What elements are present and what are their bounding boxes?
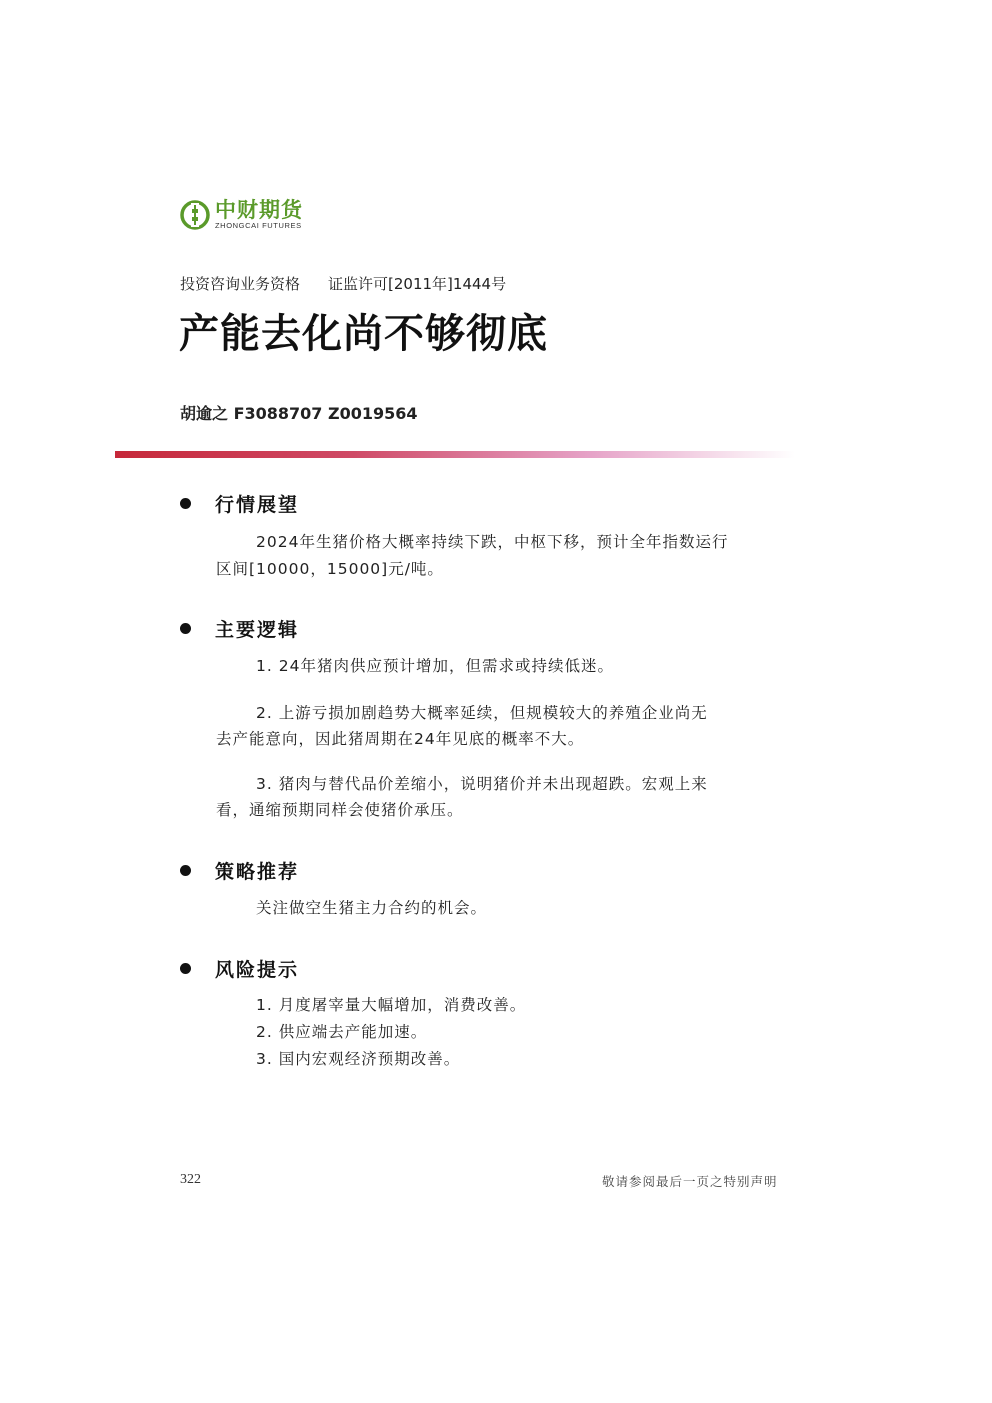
logic-item-2-line1: 2. 上游亏损加剧趋势大概率延续，但规模较大的养殖企业尚无 bbox=[256, 704, 708, 722]
section-title: 主要逻辑 bbox=[215, 618, 300, 641]
section-strategy bbox=[180, 856, 299, 884]
author-line: 胡逾之 F3088707 Z0019564 bbox=[180, 404, 418, 423]
logo-name-cn: 中财期货 bbox=[215, 198, 303, 222]
logo-name-en: ZHONGCAI FUTURES bbox=[215, 221, 302, 230]
report-title: 产能去化尚不够彻底 bbox=[179, 311, 548, 357]
license-number: 证监许可[2011年]1444号 bbox=[328, 275, 507, 293]
outlook-paragraph-line1: 2024年生猪价格大概率持续下跌，中枢下移，预计全年指数运行 bbox=[256, 533, 729, 551]
logic-item-3-line1: 3. 猪肉与替代品价差缩小，说明猪价并未出现超跌。宏观上来 bbox=[256, 775, 708, 793]
page-number: 322 bbox=[180, 1172, 201, 1187]
qualification-label: 投资咨询业务资格 bbox=[180, 275, 301, 293]
zhongcai-logo-icon bbox=[180, 200, 210, 230]
bullet-icon bbox=[180, 963, 191, 974]
risk-item-1: 1. 月度屠宰量大幅增加，消费改善。 bbox=[256, 996, 527, 1014]
section-outlook bbox=[180, 489, 299, 517]
section-title: 行情展望 bbox=[215, 493, 300, 516]
section-title: 策略推荐 bbox=[215, 860, 300, 883]
bullet-icon bbox=[180, 865, 191, 876]
outlook-paragraph-line2: 区间[10000，15000]元/吨。 bbox=[216, 560, 444, 578]
risk-item-3: 3. 国内宏观经济预期改善。 bbox=[256, 1050, 461, 1068]
logic-item-3-line2: 看，通缩预期同样会使猪价承压。 bbox=[216, 801, 464, 819]
bullet-icon bbox=[180, 623, 191, 634]
gradient-divider bbox=[115, 451, 795, 458]
disclaimer-note: 敬请参阅最后一页之特别声明 bbox=[602, 1174, 778, 1189]
section-risk bbox=[180, 954, 299, 982]
company-logo bbox=[180, 199, 303, 230]
section-logic bbox=[180, 614, 299, 642]
bullet-icon bbox=[180, 498, 191, 509]
qualification-line bbox=[180, 273, 506, 294]
logic-item-1: 1. 24年猪肉供应预计增加，但需求或持续低迷。 bbox=[256, 657, 614, 675]
section-title: 风险提示 bbox=[215, 958, 300, 981]
risk-item-2: 2. 供应端去产能加速。 bbox=[256, 1023, 428, 1041]
logic-item-2-line2: 去产能意向，因此猪周期在24年见底的概率不大。 bbox=[216, 730, 585, 748]
strategy-text: 关注做空生猪主力合约的机会。 bbox=[256, 899, 488, 917]
